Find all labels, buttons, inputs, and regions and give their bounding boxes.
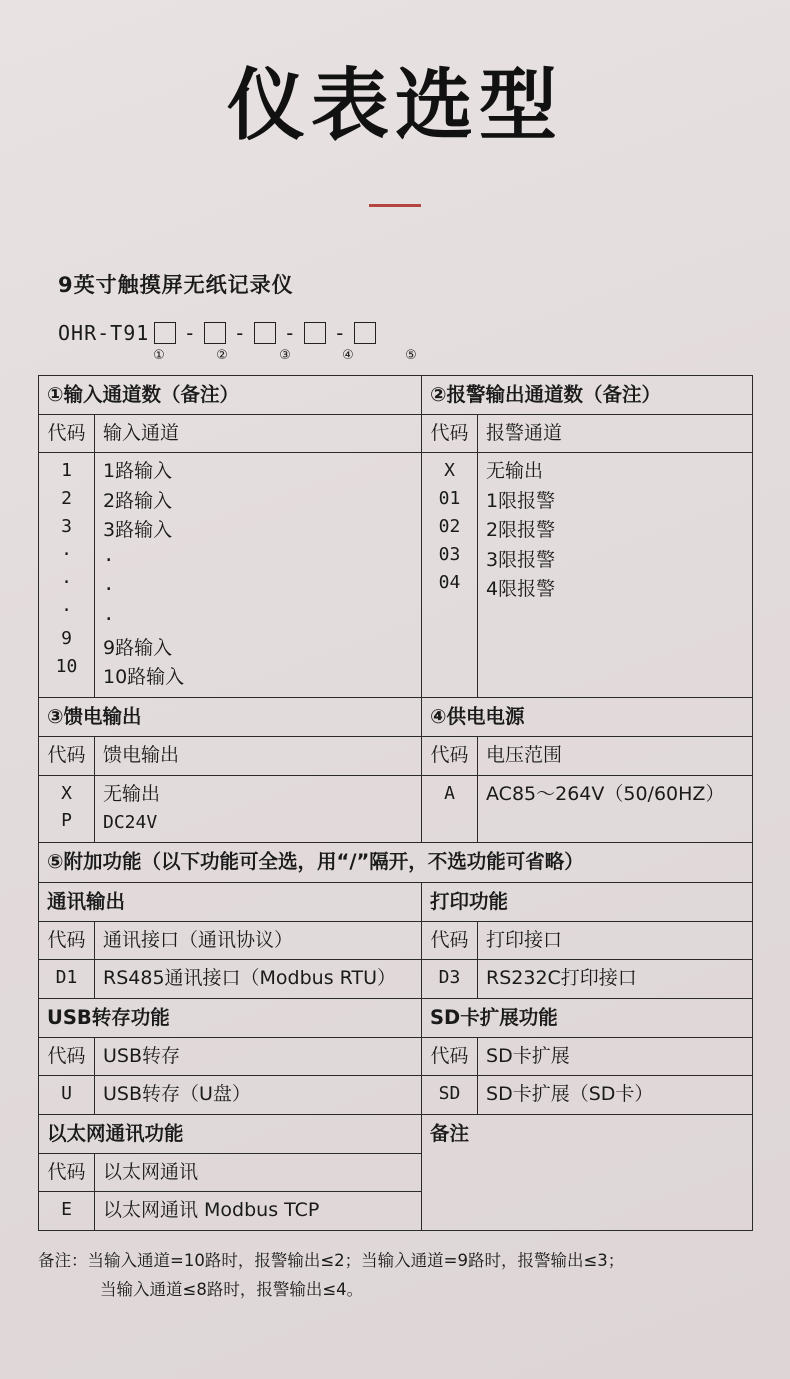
col-header-power-code: 代码 — [422, 737, 478, 775]
model-marker-row — [58, 348, 790, 363]
list-item: 9路输入 — [103, 636, 173, 659]
table-row — [39, 775, 753, 843]
sd-value-sd: SD卡扩展（SD卡） — [478, 1076, 753, 1114]
model-slot-1 — [154, 322, 176, 344]
list-item: 2路输入 — [103, 489, 173, 512]
table-row — [39, 921, 753, 959]
col-header-sd-code: 代码 — [422, 1037, 478, 1075]
group-title-remark: 备注 — [422, 1114, 753, 1230]
section-header-power-supply: ④供电电源 — [422, 697, 753, 736]
group-title-sd-expansion: SD卡扩展功能 — [422, 998, 753, 1037]
col-header-usb-code: 代码 — [39, 1037, 95, 1075]
model-prefix: OHR-T91 — [58, 320, 150, 345]
col-header-alarm-code: 代码 — [422, 414, 478, 452]
col-header-input-value: 输入通道 — [95, 414, 422, 452]
group-title-ethernet: 以太网通讯功能 — [39, 1114, 422, 1153]
list-item: AC85～264V（50/60HZ） — [486, 782, 725, 805]
print-code-d3: D3 — [422, 960, 478, 998]
list-item: 1 — [61, 460, 72, 482]
print-value-d3: RS232C打印接口 — [478, 960, 753, 998]
table-row — [39, 960, 753, 998]
model-dash-4: - — [333, 320, 347, 345]
feed-code-list — [39, 775, 95, 843]
list-item: 1限报警 — [486, 489, 556, 512]
col-header-comm-value: 通讯接口（通讯协议） — [95, 921, 422, 959]
specification-table — [38, 375, 753, 1231]
model-slot-3 — [254, 322, 276, 344]
alarm-value-list — [478, 453, 753, 698]
list-item: 2限报警 — [486, 519, 556, 542]
list-item: · — [61, 544, 72, 566]
table-row — [39, 1037, 753, 1075]
col-header-sd-value: SD卡扩展 — [478, 1037, 753, 1075]
col-header-usb-value: USB转存 — [95, 1037, 422, 1075]
list-item: · — [61, 571, 72, 593]
table-row — [39, 737, 753, 775]
model-marker-2: ② — [216, 347, 228, 363]
list-item: 03 — [438, 544, 461, 566]
list-item: 4限报警 — [486, 578, 556, 601]
model-marker-1: ① — [153, 347, 165, 363]
table-row — [39, 453, 753, 698]
list-item: 10路输入 — [103, 666, 185, 689]
list-item: · — [103, 578, 115, 601]
col-header-print-value: 打印接口 — [478, 921, 753, 959]
model-marker-3: ③ — [279, 347, 291, 363]
ethernet-value-e: 以太网通讯 Modbus TCP — [95, 1192, 422, 1230]
model-marker-5: ⑤ — [405, 347, 417, 363]
list-item: 9 — [61, 627, 72, 649]
col-header-alarm-value: 报警通道 — [478, 414, 753, 452]
table-row — [39, 998, 753, 1037]
list-item: 无输出 — [103, 782, 161, 805]
table-row — [39, 414, 753, 452]
table-row — [39, 1114, 753, 1153]
list-item: P — [61, 810, 72, 832]
section-header-feed-output: ③馈电输出 — [39, 697, 422, 736]
col-header-ethernet-code: 代码 — [39, 1154, 95, 1192]
model-dash-2: - — [233, 320, 247, 345]
model-slot-2 — [204, 322, 226, 344]
group-title-comm-output: 通讯输出 — [39, 882, 422, 921]
input-code-list — [39, 453, 95, 698]
table-row — [39, 1076, 753, 1114]
footnote-line-2: 当输入通道≤8路时，报警输出≤4。 — [100, 1279, 364, 1299]
col-header-feed-value: 馈电输出 — [95, 737, 422, 775]
footnote-line-1: 备注：当输入通道=10路时，报警输出≤2；当输入通道=9路时，报警输出≤3； — [38, 1250, 625, 1270]
list-item: X — [61, 782, 72, 804]
sd-code-sd: SD — [422, 1076, 478, 1114]
model-code-row — [58, 321, 790, 345]
usb-code-u: U — [39, 1076, 95, 1114]
section-header-input-channels: ①输入通道数（备注） — [39, 375, 422, 414]
list-item: · — [103, 607, 115, 630]
model-marker-4: ④ — [342, 347, 354, 363]
input-value-list — [95, 453, 422, 698]
list-item: 3路输入 — [103, 519, 173, 542]
list-item: 2 — [61, 488, 72, 510]
list-item: DC24V — [103, 811, 158, 833]
list-item: 02 — [438, 516, 461, 538]
col-header-ethernet-value: 以太网通讯 — [95, 1154, 422, 1192]
product-subtitle: 9英寸触摸屏无纸记录仪 — [58, 272, 294, 297]
col-header-feed-code: 代码 — [39, 737, 95, 775]
list-item: 1路输入 — [103, 460, 173, 483]
col-header-print-code: 代码 — [422, 921, 478, 959]
page-title: 仪表选型 — [226, 61, 563, 151]
list-item: · — [61, 599, 72, 621]
model-dash-3: - — [283, 320, 297, 345]
model-slot-4 — [304, 322, 326, 344]
list-item: A — [444, 782, 455, 804]
power-value-list — [478, 775, 753, 843]
group-title-usb-transfer: USB转存功能 — [39, 998, 422, 1037]
power-code-list — [422, 775, 478, 843]
comm-code-d1: D1 — [39, 960, 95, 998]
list-item: 10 — [55, 655, 78, 677]
model-dash-1: - — [183, 320, 197, 345]
list-item: 3 — [61, 516, 72, 538]
list-item: 无输出 — [486, 460, 544, 483]
col-header-input-code: 代码 — [39, 414, 95, 452]
model-slot-5 — [354, 322, 376, 344]
col-header-power-value: 电压范围 — [478, 737, 753, 775]
title-divider — [369, 204, 421, 207]
table-row — [39, 375, 753, 414]
group-title-print-function: 打印功能 — [422, 882, 753, 921]
alarm-code-list — [422, 453, 478, 698]
section-header-alarm-outputs: ②报警输出通道数（备注） — [422, 375, 753, 414]
table-row — [39, 843, 753, 882]
list-item: 04 — [438, 571, 461, 593]
list-item: X — [444, 460, 455, 482]
ethernet-code-e: E — [39, 1192, 95, 1230]
table-row — [39, 882, 753, 921]
list-item: · — [103, 548, 115, 571]
list-item: 3限报警 — [486, 548, 556, 571]
table-row — [39, 697, 753, 736]
section-header-additional: ⑤附加功能（以下功能可全选，用“/”隔开，不选功能可省略） — [39, 843, 753, 882]
list-item: 01 — [438, 488, 461, 510]
col-header-comm-code: 代码 — [39, 921, 95, 959]
usb-value-u: USB转存（U盘） — [95, 1076, 422, 1114]
feed-value-list — [95, 775, 422, 843]
footnote — [38, 1247, 790, 1305]
comm-value-d1: RS485通讯接口（Modbus RTU） — [95, 960, 422, 998]
